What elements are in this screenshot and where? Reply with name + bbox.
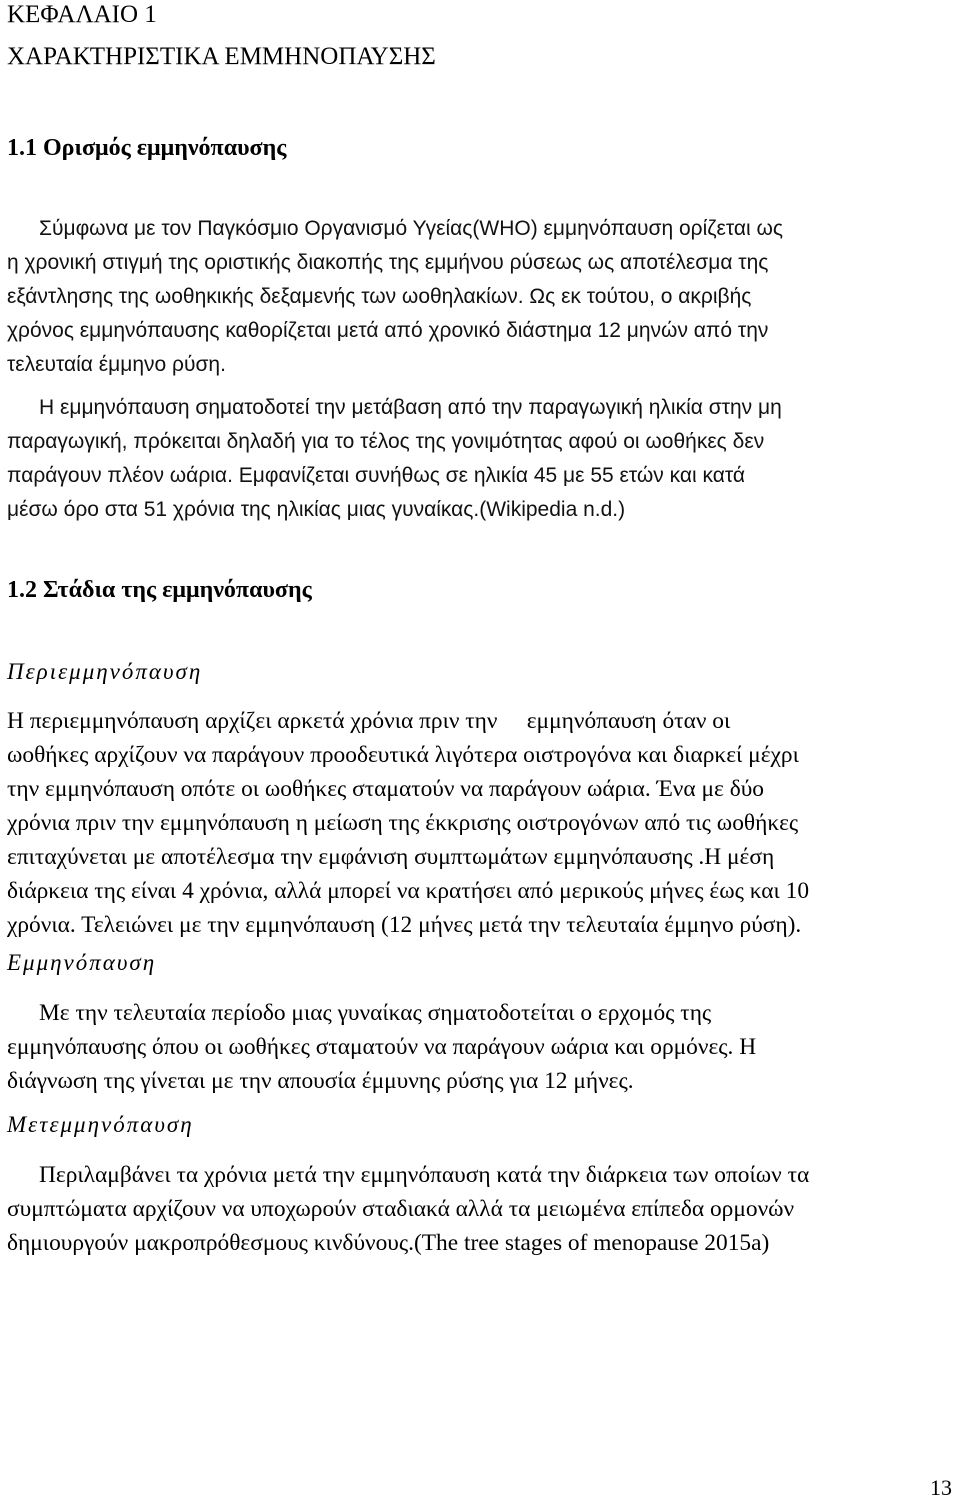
section-heading-1-1: 1.1 Ορισμός εμμηνόπαυσης bbox=[7, 135, 287, 161]
paragraph-line: παραγωγική, πρόκειται δηλαδή για το τέλος της γονιμότητας αφού οι ωοθήκες δεν bbox=[7, 430, 765, 453]
paragraph-line: παράγουν πλέον ωάρια. Εμφανίζεται συνήθως σε ηλικία 45 με 55 ετών και κατά bbox=[7, 464, 746, 487]
paragraph-line: τελευταία έμμηνο ρύση. bbox=[7, 353, 226, 376]
chapter-label: ΚΕΦΑΛΑΙΟ 1 bbox=[7, 1, 157, 28]
paragraph-line: εμμηνόπαυσης όπου οι ωοθήκες σταματούν να παράγουν ωάρια και ορμόνες. Η bbox=[7, 1034, 757, 1060]
paragraph-line: Η εμμηνόπαυση σηματοδοτεί την μετάβαση από την παραγωγική ηλικία στην μη bbox=[39, 396, 782, 419]
paragraph-line: χρόνια πριν την εμμηνόπαυση η μείωση της έκκρισης οιστρογόνων από τις ωοθήκες bbox=[7, 810, 799, 836]
definition-paragraph bbox=[7, 212, 953, 382]
menopause-paragraph bbox=[7, 996, 953, 1098]
perimenopause-paragraph bbox=[7, 704, 953, 942]
section-heading-1-2: 1.2 Στάδια της εμμηνόπαυσης bbox=[7, 577, 312, 603]
postmenopause-paragraph bbox=[7, 1158, 953, 1260]
paragraph-line: συμπτώματα αρχίζουν να υποχωρούν σταδιακά αλλά τα μειωμένα επίπεδα ορμονών bbox=[7, 1196, 795, 1222]
paragraph-line: διάγνωση της γίνεται με την απουσία έμμυνης ρύσης για 12 μήνες. bbox=[7, 1068, 634, 1094]
paragraph-line: διάρκεια της είναι 4 χρόνια, αλλά μπορεί να κρατήσει από μερικούς μήνες έως και 10 bbox=[7, 878, 810, 904]
paragraph-line: μέσω όρο στα 51 χρόνια της ηλικίας μιας γυναίκας.(Wikipedia n.d.) bbox=[7, 498, 626, 521]
paragraph-line: Περιλαμβάνει τα χρόνια μετά την εμμηνόπαυση κατά την διάρκεια των οποίων τα bbox=[39, 1162, 810, 1188]
paragraph-line: την εμμηνόπαυση οπότε οι ωοθήκες σταματούν να παράγουν ωάρια. Ένα με δύο bbox=[7, 776, 764, 802]
menopause-heading: Εμμηνόπαυση bbox=[7, 950, 157, 975]
paragraph-line: Σύμφωνα με τον Παγκόσμιο Οργανισμό Υγείας(WHO) εμμηνόπαυση ορίζεται ως bbox=[39, 217, 784, 240]
transition-paragraph bbox=[7, 391, 953, 527]
paragraph-line: χρόνια. Τελειώνει με την εμμηνόπαυση (12 μήνες μετά την τελευταία έμμηνο ρύση). bbox=[7, 912, 802, 938]
page-number: 13 bbox=[930, 1475, 952, 1500]
paragraph-line: χρόνος εμμηνόπαυσης καθορίζεται μετά από χρονικό διάστημα 12 μηνών από την bbox=[7, 319, 769, 342]
paragraph-line: η χρονική στιγμή της οριστικής διακοπής της εμμήνου ρύσεως ως αποτέλεσμα της bbox=[7, 251, 769, 274]
postmenopause-heading: Μετεμμηνόπαυση bbox=[7, 1112, 194, 1137]
perimenopause-heading: Περιεμμηνόπαυση bbox=[7, 659, 203, 684]
paragraph-line: Με την τελευταία περίοδο μιας γυναίκας σηματοδοτείται ο ερχομός της bbox=[39, 1000, 712, 1026]
paragraph-line: επιταχύνεται με αποτέλεσμα την εμφάνιση συμπτωμάτων εμμηνόπαυσης .Η μέση bbox=[7, 844, 775, 870]
chapter-title: ΧΑΡΑΚΤΗΡΙΣΤΙΚΑ ΕΜΜΗΝΟΠΑΥΣΗΣ bbox=[7, 43, 436, 70]
paragraph-line: Η περιεμμηνόπαυση αρχίζει αρκετά χρόνια πριν την εμμηνόπαυση όταν οι bbox=[7, 708, 731, 734]
paragraph-line: ωοθήκες αρχίζουν να παράγουν προοδευτικά λιγότερα οιστρογόνα και διαρκεί μέχρι bbox=[7, 742, 799, 768]
paragraph-line: εξάντλησης της ωοθηκικής δεξαμενής των ωοθηλακίων. Ως εκ τούτου, ο ακριβής bbox=[7, 285, 752, 308]
paragraph-line: δημιουργούν μακροπρόθεσμους κινδύνους.(The tree stages of menopause 2015a) bbox=[7, 1230, 770, 1256]
